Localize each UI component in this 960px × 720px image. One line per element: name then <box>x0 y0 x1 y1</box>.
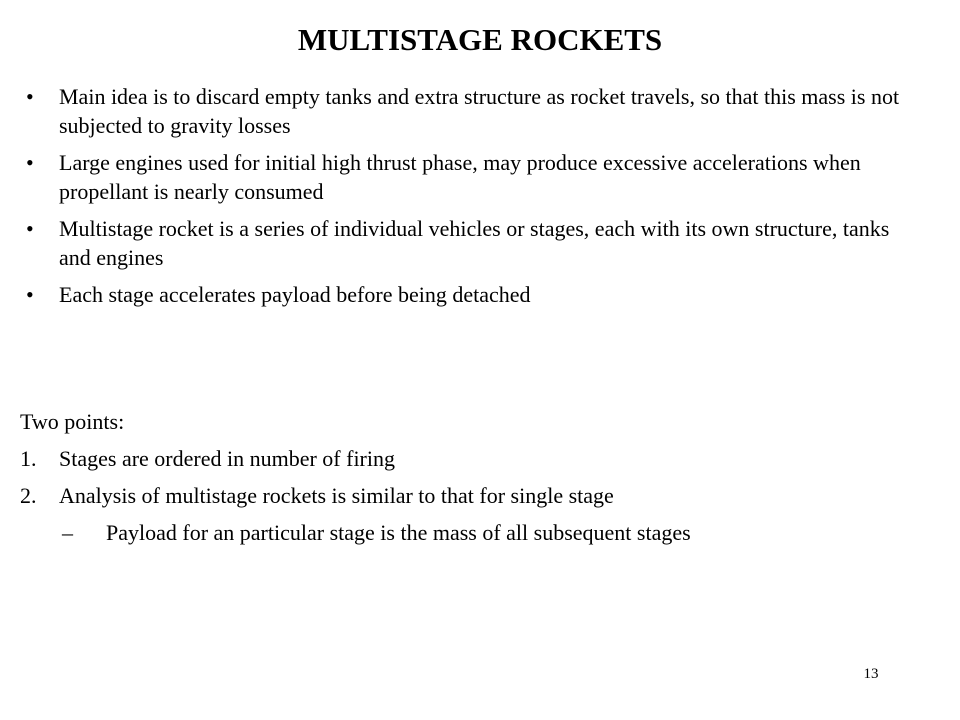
numbered-item-text: Analysis of multistage rockets is similar to that for single stage <box>59 483 614 508</box>
bullet-text: Each stage accelerates payload before being detached <box>59 282 531 307</box>
number-marker: 2. <box>20 483 37 508</box>
bullet-text: Multistage rocket is a series of individual vehicles or stages, each with its own structure, tanks and engines <box>59 216 890 270</box>
numbered-item-text: Stages are ordered in number of firing <box>59 446 395 471</box>
numbered-item <box>20 444 920 473</box>
bullet-marker: • <box>26 150 34 175</box>
page-number: 13 <box>863 666 879 682</box>
dash-marker: – <box>62 520 73 545</box>
bullet-text: Main idea is to discard empty tanks and extra structure as rocket travels, so that this mass is not subjected to gravity losses <box>59 84 900 138</box>
points-section <box>20 407 920 547</box>
bullet-text: Large engines used for initial high thrust phase, may produce excessive accelerations when propellant is nearly consumed <box>59 150 861 204</box>
bullet-list <box>20 82 920 317</box>
bullet-marker: • <box>26 84 34 109</box>
numbered-item <box>20 481 920 510</box>
sub-item <box>20 518 920 547</box>
bullet-item <box>20 82 920 140</box>
sub-item-text: Payload for an particular stage is the mass of all subsequent stages <box>106 520 691 545</box>
bullet-marker: • <box>26 216 34 241</box>
bullet-item <box>20 214 920 272</box>
bullet-item <box>20 280 920 309</box>
slide-title: MULTISTAGE ROCKETS <box>297 22 663 57</box>
points-heading: Two points: <box>20 409 125 434</box>
bullet-marker: • <box>26 282 34 307</box>
bullet-item <box>20 148 920 206</box>
number-marker: 1. <box>20 446 37 471</box>
